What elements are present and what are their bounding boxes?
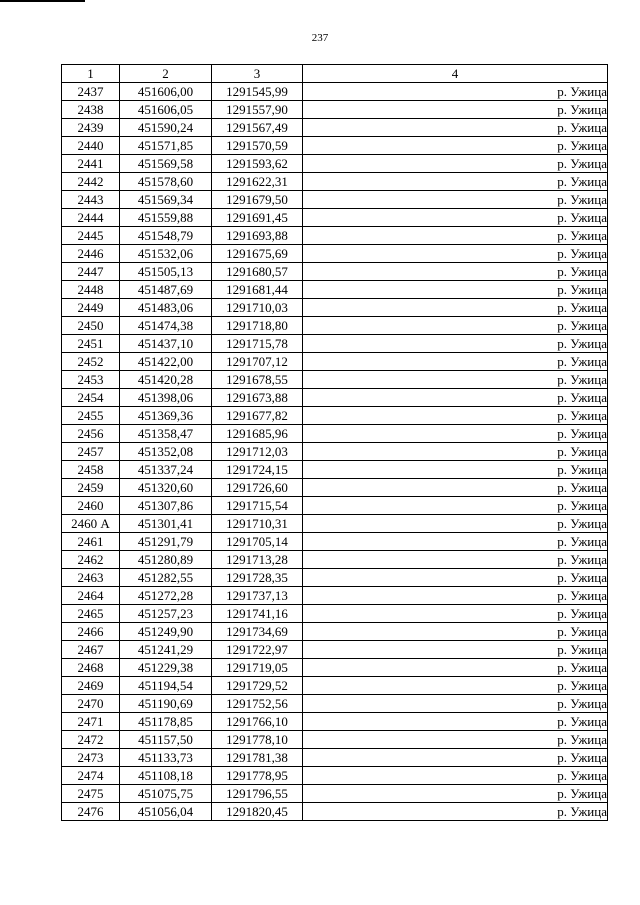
y-coordinate-cell: 1291737,13 — [212, 587, 303, 605]
x-coordinate-cell: 451398,06 — [120, 389, 212, 407]
table-row — [62, 83, 608, 101]
object-name-cell: р. Ужица — [303, 353, 608, 371]
coordinates-table — [61, 64, 608, 821]
table-row — [62, 767, 608, 785]
y-coordinate-cell: 1291567,49 — [212, 119, 303, 137]
object-name-cell: р. Ужица — [303, 551, 608, 569]
point-number-cell: 2471 — [62, 713, 120, 731]
x-coordinate-cell: 451532,06 — [120, 245, 212, 263]
object-name-cell: р. Ужица — [303, 209, 608, 227]
object-name-cell: р. Ужица — [303, 695, 608, 713]
y-coordinate-cell: 1291712,03 — [212, 443, 303, 461]
y-coordinate-cell: 1291728,35 — [212, 569, 303, 587]
point-number-cell: 2460 — [62, 497, 120, 515]
object-name-cell: р. Ужица — [303, 623, 608, 641]
table-body — [62, 83, 608, 821]
y-coordinate-cell: 1291622,31 — [212, 173, 303, 191]
y-coordinate-cell: 1291752,56 — [212, 695, 303, 713]
object-name-cell: р. Ужица — [303, 425, 608, 443]
x-coordinate-cell: 451352,08 — [120, 443, 212, 461]
point-number-cell: 2460 А — [62, 515, 120, 533]
point-number-cell: 2461 — [62, 533, 120, 551]
x-coordinate-cell: 451548,79 — [120, 227, 212, 245]
object-name-cell: р. Ужица — [303, 533, 608, 551]
object-name-cell: р. Ужица — [303, 443, 608, 461]
point-number-cell: 2449 — [62, 299, 120, 317]
y-coordinate-cell: 1291675,69 — [212, 245, 303, 263]
y-coordinate-cell: 1291681,44 — [212, 281, 303, 299]
point-number-cell: 2476 — [62, 803, 120, 821]
x-coordinate-cell: 451157,50 — [120, 731, 212, 749]
table-row — [62, 515, 608, 533]
x-coordinate-cell: 451075,75 — [120, 785, 212, 803]
table-row — [62, 101, 608, 119]
y-coordinate-cell: 1291707,12 — [212, 353, 303, 371]
point-number-cell: 2455 — [62, 407, 120, 425]
object-name-cell: р. Ужица — [303, 713, 608, 731]
point-number-cell: 2437 — [62, 83, 120, 101]
table-row — [62, 335, 608, 353]
table-row — [62, 605, 608, 623]
y-coordinate-cell: 1291724,15 — [212, 461, 303, 479]
y-coordinate-cell: 1291680,57 — [212, 263, 303, 281]
point-number-cell: 2456 — [62, 425, 120, 443]
column-header: 1 — [62, 65, 120, 83]
x-coordinate-cell: 451474,38 — [120, 317, 212, 335]
column-header: 2 — [120, 65, 212, 83]
object-name-cell: р. Ужица — [303, 101, 608, 119]
y-coordinate-cell: 1291545,99 — [212, 83, 303, 101]
x-coordinate-cell: 451301,41 — [120, 515, 212, 533]
object-name-cell: р. Ужица — [303, 83, 608, 101]
point-number-cell: 2444 — [62, 209, 120, 227]
y-coordinate-cell: 1291693,88 — [212, 227, 303, 245]
y-coordinate-cell: 1291710,03 — [212, 299, 303, 317]
table-row — [62, 371, 608, 389]
point-number-cell: 2467 — [62, 641, 120, 659]
y-coordinate-cell: 1291710,31 — [212, 515, 303, 533]
table-row — [62, 299, 608, 317]
table-row — [62, 623, 608, 641]
table-row — [62, 551, 608, 569]
table-row — [62, 281, 608, 299]
object-name-cell: р. Ужица — [303, 767, 608, 785]
x-coordinate-cell: 451108,18 — [120, 767, 212, 785]
point-number-cell: 2469 — [62, 677, 120, 695]
y-coordinate-cell: 1291679,50 — [212, 191, 303, 209]
y-coordinate-cell: 1291718,80 — [212, 317, 303, 335]
point-number-cell: 2445 — [62, 227, 120, 245]
column-header: 4 — [303, 65, 608, 83]
x-coordinate-cell: 451437,10 — [120, 335, 212, 353]
table-row — [62, 785, 608, 803]
x-coordinate-cell: 451241,29 — [120, 641, 212, 659]
y-coordinate-cell: 1291593,62 — [212, 155, 303, 173]
table-row — [62, 731, 608, 749]
object-name-cell: р. Ужица — [303, 155, 608, 173]
point-number-cell: 2446 — [62, 245, 120, 263]
table-row — [62, 191, 608, 209]
point-number-cell: 2439 — [62, 119, 120, 137]
point-number-cell: 2438 — [62, 101, 120, 119]
object-name-cell: р. Ужица — [303, 263, 608, 281]
table-row — [62, 119, 608, 137]
point-number-cell: 2458 — [62, 461, 120, 479]
table-row — [62, 749, 608, 767]
object-name-cell: р. Ужица — [303, 317, 608, 335]
table-row — [62, 173, 608, 191]
point-number-cell: 2464 — [62, 587, 120, 605]
y-coordinate-cell: 1291570,59 — [212, 137, 303, 155]
table-row — [62, 695, 608, 713]
x-coordinate-cell: 451229,38 — [120, 659, 212, 677]
object-name-cell: р. Ужица — [303, 479, 608, 497]
y-coordinate-cell: 1291820,45 — [212, 803, 303, 821]
x-coordinate-cell: 451178,85 — [120, 713, 212, 731]
x-coordinate-cell: 451569,34 — [120, 191, 212, 209]
x-coordinate-cell: 451483,06 — [120, 299, 212, 317]
table-row — [62, 389, 608, 407]
object-name-cell: р. Ужица — [303, 461, 608, 479]
y-coordinate-cell: 1291691,45 — [212, 209, 303, 227]
x-coordinate-cell: 451358,47 — [120, 425, 212, 443]
object-name-cell: р. Ужица — [303, 497, 608, 515]
point-number-cell: 2473 — [62, 749, 120, 767]
y-coordinate-cell: 1291715,54 — [212, 497, 303, 515]
object-name-cell: р. Ужица — [303, 659, 608, 677]
point-number-cell: 2465 — [62, 605, 120, 623]
y-coordinate-cell: 1291781,38 — [212, 749, 303, 767]
table-row — [62, 461, 608, 479]
point-number-cell: 2454 — [62, 389, 120, 407]
point-number-cell: 2474 — [62, 767, 120, 785]
x-coordinate-cell: 451320,60 — [120, 479, 212, 497]
table-row — [62, 803, 608, 821]
x-coordinate-cell: 451337,24 — [120, 461, 212, 479]
object-name-cell: р. Ужица — [303, 605, 608, 623]
object-name-cell: р. Ужица — [303, 335, 608, 353]
point-number-cell: 2452 — [62, 353, 120, 371]
y-coordinate-cell: 1291713,28 — [212, 551, 303, 569]
y-coordinate-cell: 1291678,55 — [212, 371, 303, 389]
y-coordinate-cell: 1291557,90 — [212, 101, 303, 119]
table-row — [62, 641, 608, 659]
object-name-cell: р. Ужица — [303, 749, 608, 767]
point-number-cell: 2451 — [62, 335, 120, 353]
point-number-cell: 2450 — [62, 317, 120, 335]
y-coordinate-cell: 1291685,96 — [212, 425, 303, 443]
y-coordinate-cell: 1291722,97 — [212, 641, 303, 659]
table-row — [62, 425, 608, 443]
table-row — [62, 263, 608, 281]
y-coordinate-cell: 1291719,05 — [212, 659, 303, 677]
x-coordinate-cell: 451257,23 — [120, 605, 212, 623]
object-name-cell: р. Ужица — [303, 119, 608, 137]
x-coordinate-cell: 451505,13 — [120, 263, 212, 281]
x-coordinate-cell: 451280,89 — [120, 551, 212, 569]
object-name-cell: р. Ужица — [303, 389, 608, 407]
table-header-row — [62, 65, 608, 83]
table-row — [62, 443, 608, 461]
y-coordinate-cell: 1291734,69 — [212, 623, 303, 641]
object-name-cell: р. Ужица — [303, 731, 608, 749]
x-coordinate-cell: 451291,79 — [120, 533, 212, 551]
point-number-cell: 2447 — [62, 263, 120, 281]
table-row — [62, 497, 608, 515]
point-number-cell: 2470 — [62, 695, 120, 713]
x-coordinate-cell: 451194,54 — [120, 677, 212, 695]
point-number-cell: 2457 — [62, 443, 120, 461]
x-coordinate-cell: 451578,60 — [120, 173, 212, 191]
object-name-cell: р. Ужица — [303, 281, 608, 299]
page-number: 237 — [311, 32, 329, 44]
object-name-cell: р. Ужица — [303, 407, 608, 425]
object-name-cell: р. Ужица — [303, 785, 608, 803]
object-name-cell: р. Ужица — [303, 137, 608, 155]
x-coordinate-cell: 451569,58 — [120, 155, 212, 173]
point-number-cell: 2440 — [62, 137, 120, 155]
object-name-cell: р. Ужица — [303, 299, 608, 317]
x-coordinate-cell: 451559,88 — [120, 209, 212, 227]
x-coordinate-cell: 451369,36 — [120, 407, 212, 425]
table-row — [62, 479, 608, 497]
scan-edge-line — [0, 0, 85, 2]
table-row — [62, 713, 608, 731]
table-row — [62, 569, 608, 587]
x-coordinate-cell: 451422,00 — [120, 353, 212, 371]
object-name-cell: р. Ужица — [303, 227, 608, 245]
x-coordinate-cell: 451590,24 — [120, 119, 212, 137]
object-name-cell: р. Ужица — [303, 641, 608, 659]
x-coordinate-cell: 451282,55 — [120, 569, 212, 587]
y-coordinate-cell: 1291729,52 — [212, 677, 303, 695]
x-coordinate-cell: 451307,86 — [120, 497, 212, 515]
object-name-cell: р. Ужица — [303, 569, 608, 587]
column-header: 3 — [212, 65, 303, 83]
table-row — [62, 533, 608, 551]
point-number-cell: 2441 — [62, 155, 120, 173]
table-row — [62, 407, 608, 425]
point-number-cell: 2459 — [62, 479, 120, 497]
table-row — [62, 317, 608, 335]
object-name-cell: р. Ужица — [303, 515, 608, 533]
table-row — [62, 587, 608, 605]
object-name-cell: р. Ужица — [303, 803, 608, 821]
point-number-cell: 2475 — [62, 785, 120, 803]
y-coordinate-cell: 1291778,95 — [212, 767, 303, 785]
object-name-cell: р. Ужица — [303, 191, 608, 209]
y-coordinate-cell: 1291715,78 — [212, 335, 303, 353]
object-name-cell: р. Ужица — [303, 245, 608, 263]
y-coordinate-cell: 1291677,82 — [212, 407, 303, 425]
y-coordinate-cell: 1291741,16 — [212, 605, 303, 623]
y-coordinate-cell: 1291673,88 — [212, 389, 303, 407]
object-name-cell: р. Ужица — [303, 371, 608, 389]
x-coordinate-cell: 451249,90 — [120, 623, 212, 641]
x-coordinate-cell: 451190,69 — [120, 695, 212, 713]
point-number-cell: 2442 — [62, 173, 120, 191]
object-name-cell: р. Ужица — [303, 173, 608, 191]
table-row — [62, 659, 608, 677]
table-row — [62, 227, 608, 245]
y-coordinate-cell: 1291726,60 — [212, 479, 303, 497]
y-coordinate-cell: 1291766,10 — [212, 713, 303, 731]
table-row — [62, 137, 608, 155]
point-number-cell: 2466 — [62, 623, 120, 641]
y-coordinate-cell: 1291796,55 — [212, 785, 303, 803]
object-name-cell: р. Ужица — [303, 587, 608, 605]
point-number-cell: 2468 — [62, 659, 120, 677]
table-row — [62, 209, 608, 227]
x-coordinate-cell: 451420,28 — [120, 371, 212, 389]
table-row — [62, 245, 608, 263]
x-coordinate-cell: 451487,69 — [120, 281, 212, 299]
point-number-cell: 2472 — [62, 731, 120, 749]
x-coordinate-cell: 451606,05 — [120, 101, 212, 119]
x-coordinate-cell: 451056,04 — [120, 803, 212, 821]
point-number-cell: 2448 — [62, 281, 120, 299]
point-number-cell: 2462 — [62, 551, 120, 569]
x-coordinate-cell: 451571,85 — [120, 137, 212, 155]
table-row — [62, 155, 608, 173]
object-name-cell: р. Ужица — [303, 677, 608, 695]
point-number-cell: 2443 — [62, 191, 120, 209]
x-coordinate-cell: 451133,73 — [120, 749, 212, 767]
y-coordinate-cell: 1291705,14 — [212, 533, 303, 551]
x-coordinate-cell: 451606,00 — [120, 83, 212, 101]
point-number-cell: 2463 — [62, 569, 120, 587]
table-row — [62, 677, 608, 695]
point-number-cell: 2453 — [62, 371, 120, 389]
x-coordinate-cell: 451272,28 — [120, 587, 212, 605]
y-coordinate-cell: 1291778,10 — [212, 731, 303, 749]
table-row — [62, 353, 608, 371]
